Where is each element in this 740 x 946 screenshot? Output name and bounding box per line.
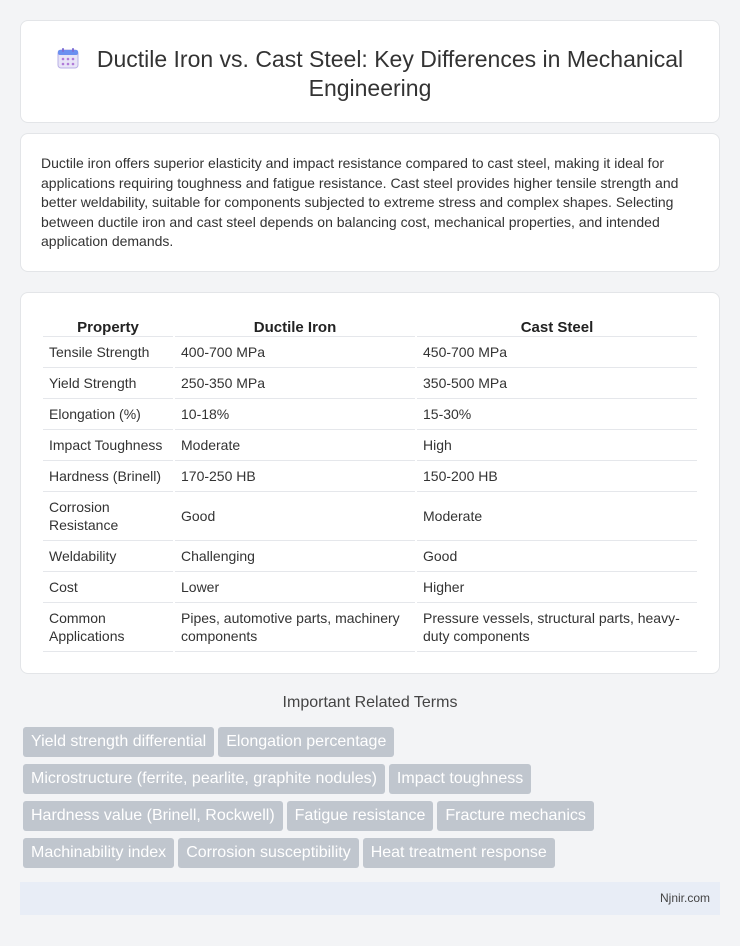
header-cast-steel: Cast Steel [417, 315, 697, 337]
cell-cast-steel: Higher [417, 572, 697, 603]
table-row [43, 492, 697, 541]
cell-ductile-iron: Pipes, automotive parts, machinery components [175, 603, 415, 652]
header-property: Property [43, 315, 173, 337]
tag-hardness-value[interactable]: Hardness value (Brinell, Rockwell) [23, 801, 283, 831]
cell-ductile-iron: Lower [175, 572, 415, 603]
cell-property: Impact Toughness [43, 430, 173, 461]
comparison-card [20, 292, 720, 674]
cell-ductile-iron: Moderate [175, 430, 415, 461]
tag-microstructure[interactable]: Microstructure (ferrite, pearlite, graphite nodules) [23, 764, 385, 794]
cell-cast-steel: Moderate [417, 492, 697, 541]
table-header-row [43, 315, 697, 337]
cell-property: Corrosion Resistance [43, 492, 173, 541]
page-title [41, 45, 699, 103]
cell-cast-steel: 350-500 MPa [417, 368, 697, 399]
table-row [43, 430, 697, 461]
table-row [43, 541, 697, 572]
cell-ductile-iron: 10-18% [175, 399, 415, 430]
cell-cast-steel: 450-700 MPa [417, 337, 697, 368]
cell-cast-steel: 150-200 HB [417, 461, 697, 492]
intro-text: Ductile iron offers superior elasticity and impact resistance compared to cast steel, making it ideal for applications requiring toughness and fatigue resistance. Cast steel provides higher tensile strength and better weldability, suitable for components subjected to extreme stress and complex shapes. Selecting between ductile iron and cast steel depends on balancing cost, mechanical properties, and intended application demands. [41, 155, 679, 250]
tag-row [23, 838, 623, 875]
tag-elongation-percentage[interactable]: Elongation percentage [218, 727, 394, 757]
footer [20, 882, 720, 915]
cell-ductile-iron: 400-700 MPa [175, 337, 415, 368]
cell-property: Yield Strength [43, 368, 173, 399]
title-card [20, 20, 720, 123]
comparison-table [41, 315, 699, 652]
table-row [43, 572, 697, 603]
cell-ductile-iron: 170-250 HB [175, 461, 415, 492]
title-wrap [41, 45, 699, 103]
cell-cast-steel: 15-30% [417, 399, 697, 430]
related-terms-tags [23, 727, 623, 875]
tag-row [23, 801, 623, 838]
cell-property: Cost [43, 572, 173, 603]
tag-heat-treatment-response[interactable]: Heat treatment response [363, 838, 555, 868]
cell-cast-steel: Good [417, 541, 697, 572]
tag-yield-strength-differential[interactable]: Yield strength differential [23, 727, 214, 757]
cell-property: Hardness (Brinell) [43, 461, 173, 492]
cell-property: Elongation (%) [43, 399, 173, 430]
intro-card [20, 133, 720, 272]
tag-machinability-index[interactable]: Machinability index [23, 838, 174, 868]
cell-ductile-iron: Challenging [175, 541, 415, 572]
table-row [43, 603, 697, 652]
table-row [43, 461, 697, 492]
calendar-icon [57, 47, 79, 69]
cell-ductile-iron: Good [175, 492, 415, 541]
tag-row [23, 764, 623, 801]
tag-impact-toughness[interactable]: Impact toughness [389, 764, 531, 794]
cell-property: Tensile Strength [43, 337, 173, 368]
page-title-text: Ductile Iron vs. Cast Steel: Key Differences in Mechanical Engineering [96, 46, 684, 101]
tag-corrosion-susceptibility[interactable]: Corrosion susceptibility [178, 838, 359, 868]
cell-ductile-iron: 250-350 MPa [175, 368, 415, 399]
footer-site[interactable]: Njnir.com [659, 891, 710, 905]
cell-property: Common Applications [43, 603, 173, 652]
table-row [43, 337, 697, 368]
cell-property: Weldability [43, 541, 173, 572]
related-terms-title: Important Related Terms [282, 694, 458, 711]
tag-fracture-mechanics[interactable]: Fracture mechanics [437, 801, 594, 831]
tag-fatigue-resistance[interactable]: Fatigue resistance [287, 801, 434, 831]
tag-row [23, 727, 623, 764]
cell-cast-steel: Pressure vessels, structural parts, heavy-duty components [417, 603, 697, 652]
table-row [43, 399, 697, 430]
table-row [43, 368, 697, 399]
header-ductile-iron: Ductile Iron [175, 315, 415, 337]
cell-cast-steel: High [417, 430, 697, 461]
